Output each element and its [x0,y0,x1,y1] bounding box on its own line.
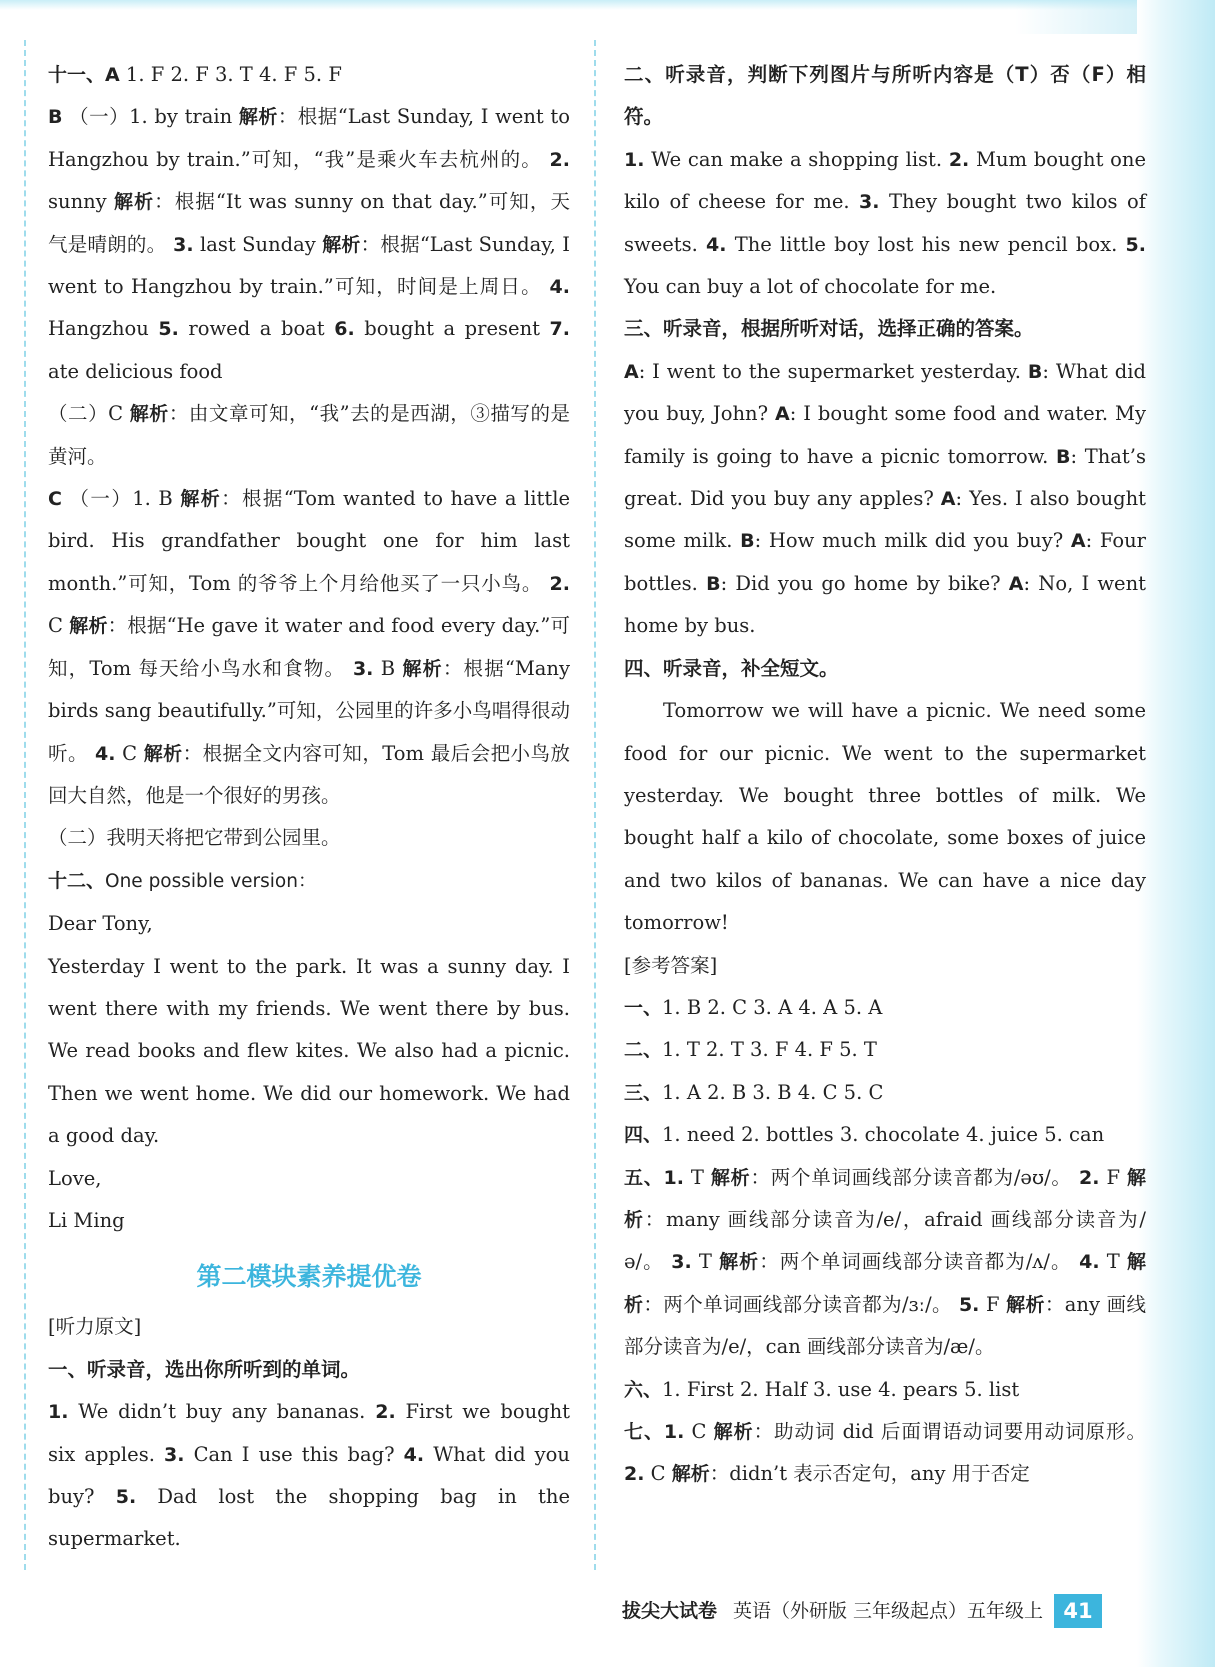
answer-3: 三、1. A 2. B 3. B 4. C 5. C [624,1080,884,1104]
left-column [48,54,570,1561]
question-2-script: 1. We can make a shopping list. 2. Mum bought one kilo of cheese for me. 3. They bought two kilos of sweets. 4. The little boy lost his new pencil box. 5. You can buy a lot of chocolate for me. [624,147,1146,299]
question-1-script: 1. We didn’t buy any bananas. 2. First we bought six apples. 3. Can I use this bag? 4. What did you buy? 5. Dad lost the shopping bag in the supermarket. [48,1400,571,1551]
right-edge-strip [1137,0,1215,1667]
answer-12-heading: 十二、One possible version： [48,869,317,892]
answer-11-c-2: （二）我明天将把它带到公园里。 [48,826,341,850]
column-divider [594,40,596,1570]
book-subject: 英语（外研版 三年级起点）五年级上 [733,1600,1044,1622]
answer-11-b: B （一）1. by train 解析：根据“Last Sunday, I went to Hangzhou by train.”可知，“我”是乘火车去杭州的。 2. sunny 解析：根据“It was sunny on that day.”可知，天气是晴朗的。 3. last Sunday 解析：根据“Last Sunday, I went to Hangzhou by train.”可知，时间是上周日。 4. Hangzhou 5. rowed a boat 6. bought a present 7. ate delicious food [48,105,570,383]
answer-4: 四、1. need 2. bottles 3. chocolate 4. juice 5. can [624,1123,1105,1147]
answer-11-c: C （一）1. B 解析：根据“Tom wanted to have a little bird. His grandfather bought one for him last month.”可知，Tom 的爷爷上个月给他买了一只小鸟。 2. C 解析：根据“He gave it water and food every day.”可知，Tom 每天给小鸟水和食物。 3. B 解析：根据“Many birds sang beautifully.”可知，公园里的许多小鸟唱得很动听。 4. C 解析：根据全文内容可知，Tom 最后会把小鸟放回大自然，他是一个很好的男孩。 [48,487,570,807]
book-brand: 拔尖大试卷 [622,1600,718,1622]
answer-6: 六、1. First 2. Half 3. use 4. pears 5. list [624,1377,1020,1401]
letter-closing: Love, [48,1166,102,1190]
question-3-title: 三、听录音，根据所听对话，选择正确的答案。 [624,317,1034,341]
question-4-passage: Tomorrow we will have a picnic. We need some food for our picnic. We went to the supermarket yesterday. We bought three bottles of milk. We bought half a kilo of chocolate, some boxes of juice and two kilos of bananas. We can have a nice day tomorrow! [624,699,1146,935]
answers-label: [参考答案] [624,953,718,977]
answer-1: 一、1. B 2. C 3. A 4. A 5. A [624,995,883,1019]
listening-label: [听力原文] [48,1315,142,1339]
page-footer [622,1594,1102,1628]
answer-2: 二、1. T 2. T 3. F 4. F 5. T [624,1038,877,1062]
question-2-title: 二、听录音，判断下列图片与所听内容是（T）否（F）相符。 [624,63,1146,129]
section-title: 第二模块素养提优卷 [196,1262,422,1292]
right-column [624,54,1146,1496]
question-3-dialogue: A: I went to the supermarket yesterday. B: What did you buy, John? A: I bought some food and water. My family is going to have a picnic tomorrow. B: That’s great. Did you buy any apples? A: Yes. I also bought some milk. B: How much milk did you buy? A: Four bottles. B: Did you go home by bike? A: No, I went home by bus. [624,359,1146,638]
letter-signature: Li Ming [48,1208,125,1232]
answer-7: 七、1. C 解析：助动词 did 后面谓语动词要用动词原形。 2. C 解析：didn’t 表示否定句，any 用于否定 [624,1420,1146,1486]
letter-greeting: Dear Tony, [48,912,153,936]
answer-11-b-2: （二）C 解析：由文章可知，“我”去的是西湖，③描写的是黄河。 [48,402,570,468]
answer-5: 五、1. T 解析：两个单词画线部分读音都为/əʊ/。 2. F 解析：many 画线部分读音为/e/，afraid 画线部分读音为/ə/。 3. T 解析：两个单词画线部分读音都为/ʌ/。 4. T 解析：两个单词画线部分读音都为/ɜː/。 5. F 解析：any 画线部分读音为/e/，can 画线部分读音为/æ/。 [624,1165,1147,1359]
left-margin-rule [24,40,26,1570]
question-4-title: 四、听录音，补全短文。 [624,656,839,680]
page-number: 41 [1054,1594,1102,1628]
letter-body: Yesterday I went to the park. It was a sunny day. I went there with my friends. We went there by bus. We read books and flew kites. We also had a picnic. Then we went home. We did our homework. We had a good day. [48,954,570,1148]
question-1-title: 一、听录音，选出你所听到的单词。 [48,1357,361,1381]
answer-11-a: 十一、A 1. F 2. F 3. T 4. F 5. F [48,63,342,86]
